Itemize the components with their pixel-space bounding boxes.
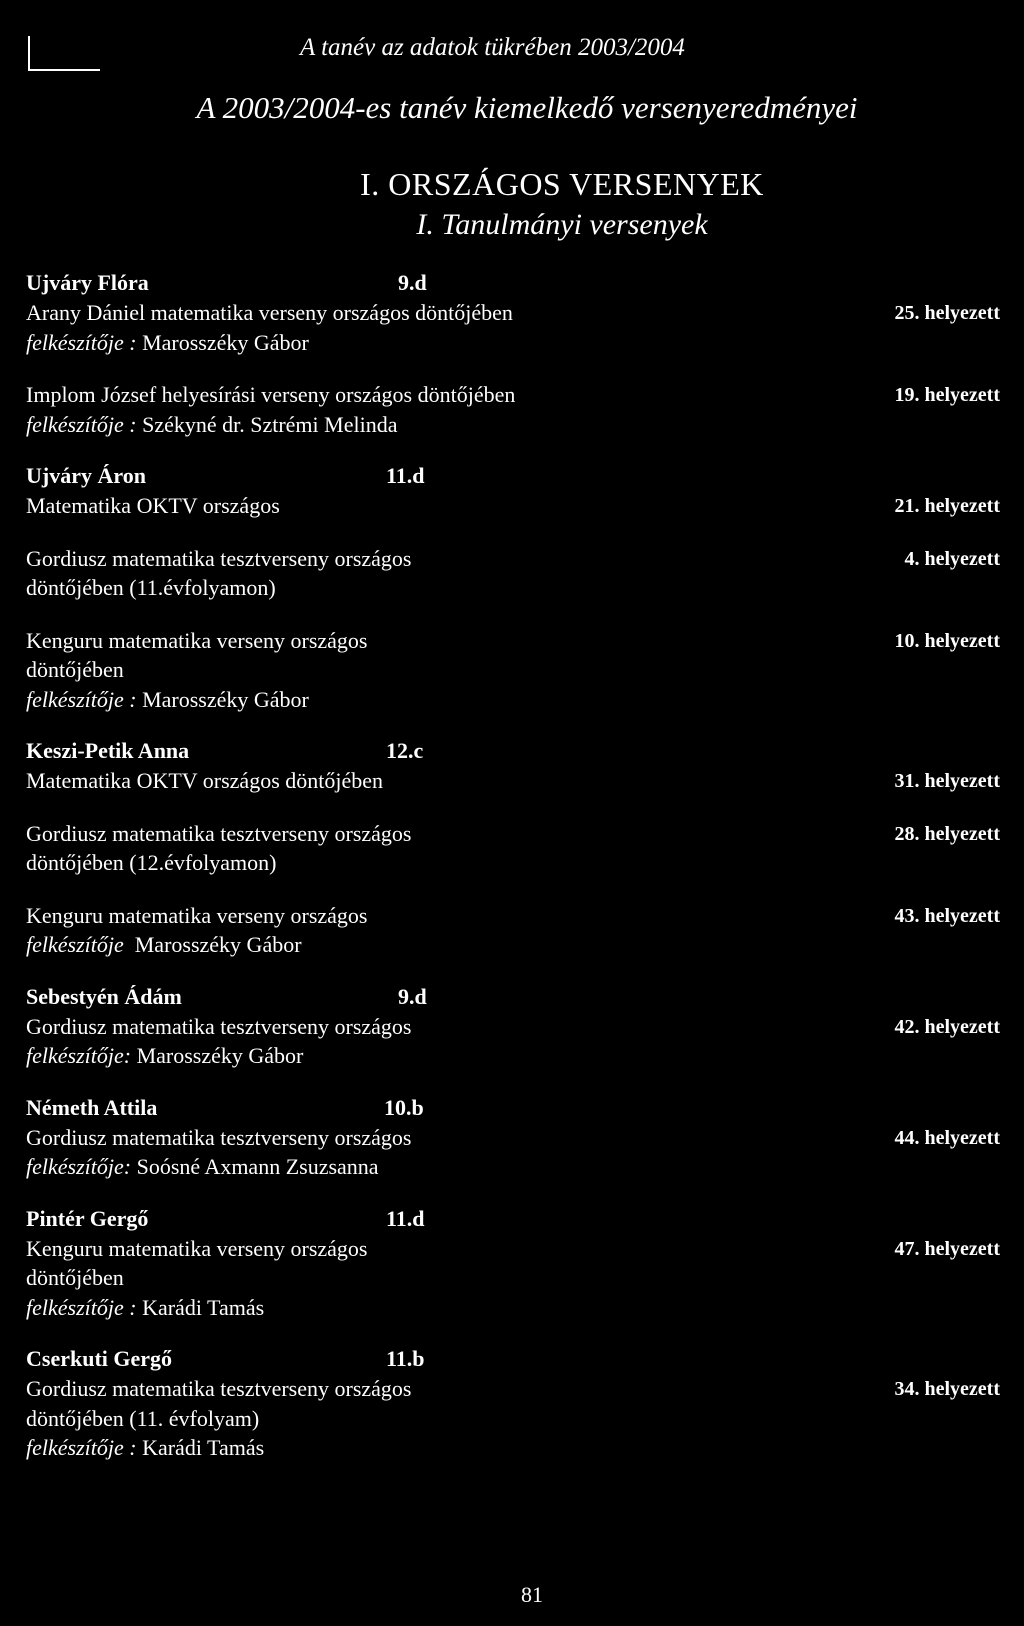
competition-result xyxy=(26,1234,1000,1323)
placement: 21. helyezett xyxy=(894,495,1000,517)
placement: 43. helyezett xyxy=(894,904,1000,927)
placement: 10. helyezett xyxy=(894,629,1000,652)
student-name: Németh Attila xyxy=(26,1094,158,1120)
student-class: 11.d xyxy=(386,1205,425,1231)
competition-text: Kenguru matematika verseny országos xyxy=(26,1235,368,1261)
competition-result xyxy=(26,901,1000,960)
preparer-line xyxy=(26,328,1000,358)
student-name: Ujváry Áron xyxy=(26,463,146,488)
preparer-name: Marosszéky Gábor xyxy=(136,686,309,712)
preparer-name: Marosszéky Gábor xyxy=(123,932,302,957)
preparer-line xyxy=(26,1152,1000,1182)
preparer-name: Marosszéky Gábor xyxy=(131,1043,304,1068)
competition-text: döntőjében (12.évfolyamon) xyxy=(26,850,277,875)
section-title: I. ORSZÁGOS VERSENYEK xyxy=(360,166,764,202)
results-list xyxy=(26,268,1000,1485)
student-class: 11.d xyxy=(386,463,425,488)
competition-result xyxy=(26,1012,1000,1071)
preparer-line xyxy=(26,1041,1000,1071)
preparer-label: felkészítője : xyxy=(26,411,137,437)
page-number: 81 xyxy=(521,1582,543,1607)
preparer-label: felkészítője : xyxy=(26,1435,137,1460)
student-header xyxy=(26,1093,1000,1123)
placement: 47. helyezett xyxy=(894,1237,1000,1260)
competition-text: Gordiusz matematika tesztverseny országos xyxy=(26,1124,412,1150)
placement: 42. helyezett xyxy=(894,1015,1000,1038)
preparer-line xyxy=(26,410,1000,440)
student-class: 10.b xyxy=(384,1094,424,1120)
preparer-label: felkészítője: xyxy=(26,1043,132,1068)
competition-text: Gordiusz matematika tesztverseny országos xyxy=(26,1013,412,1039)
student-entry xyxy=(26,461,1000,714)
page-title: A 2003/2004-es tanév kiemelkedő versenyeredményei xyxy=(196,90,858,125)
competition-result xyxy=(26,544,1000,603)
student-header xyxy=(26,1344,1000,1374)
competition-text: döntőjében xyxy=(26,1265,124,1290)
competition-text: döntőjében xyxy=(26,657,124,682)
competition-text: Gordiusz matematika tesztverseny országos xyxy=(26,820,412,846)
student-name: Sebestyén Ádám xyxy=(26,983,182,1009)
competition-result xyxy=(26,1123,1000,1182)
student-class: 9.d xyxy=(398,983,427,1009)
competition-text: Kenguru matematika verseny országos xyxy=(26,902,368,928)
competition-result xyxy=(26,491,1000,521)
student-entry xyxy=(26,1344,1000,1463)
student-name: Pintér Gergő xyxy=(26,1205,149,1231)
subsection-title: I. Tanulmányi versenyek xyxy=(416,208,708,241)
student-class: 11.b xyxy=(386,1346,425,1371)
preparer-label: felkészítője xyxy=(26,932,124,957)
preparer-label: felkészítője : xyxy=(26,686,137,712)
preparer-line xyxy=(26,1433,1000,1463)
student-header xyxy=(26,982,1000,1012)
competition-text: Implom József helyesírási verseny országos döntőjében xyxy=(26,382,516,407)
student-entry xyxy=(26,1204,1000,1323)
preparer-line xyxy=(26,930,1000,960)
student-class: 9.d xyxy=(398,270,427,295)
student-entry xyxy=(26,1093,1000,1182)
placement: 28. helyezett xyxy=(894,822,1000,845)
preparer-label: felkészítője : xyxy=(26,1294,137,1320)
placement: 25. helyezett xyxy=(894,302,1000,324)
preparer-name: Karádi Tamás xyxy=(136,1435,265,1460)
placement: 19. helyezett xyxy=(894,384,1000,406)
competition-text: döntőjében (11. évfolyam) xyxy=(26,1405,260,1431)
competition-result xyxy=(26,298,1000,357)
corner-crop-mark xyxy=(28,36,100,70)
competition-text: Gordiusz matematika tesztverseny országos xyxy=(26,545,412,571)
student-name: Keszi-Petik Anna xyxy=(26,738,190,763)
student-header xyxy=(26,1204,1000,1234)
running-head: A tanév az adatok tükrében 2003/2004 xyxy=(300,34,685,61)
competition-text: Matematika OKTV országos xyxy=(26,493,280,518)
preparer-name: Marosszéky Gábor xyxy=(136,329,309,355)
competition-result xyxy=(26,819,1000,878)
preparer-line xyxy=(26,1293,1000,1323)
competition-result xyxy=(26,1374,1000,1463)
placement: 4. helyezett xyxy=(904,547,1000,570)
competition-text: döntőjében (11.évfolyamon) xyxy=(26,575,276,600)
competition-result xyxy=(26,766,1000,796)
placement: 31. helyezett xyxy=(894,770,1000,792)
competition-text: Matematika OKTV országos döntőjében xyxy=(26,768,384,793)
student-entry xyxy=(26,982,1000,1071)
preparer-label: felkészítője: xyxy=(26,1154,132,1179)
preparer-label: felkészítője : xyxy=(26,329,137,355)
student-entry xyxy=(26,268,1000,439)
student-name: Cserkuti Gergő xyxy=(26,1346,173,1371)
competition-result xyxy=(26,380,1000,439)
student-name: Ujváry Flóra xyxy=(26,270,149,295)
student-header xyxy=(26,461,1000,491)
competition-text: Gordiusz matematika tesztverseny országos xyxy=(26,1376,412,1401)
student-header xyxy=(26,268,1000,298)
preparer-name: Székyné dr. Sztrémi Melinda xyxy=(136,411,398,437)
preparer-line xyxy=(26,685,1000,715)
student-header xyxy=(26,736,1000,766)
preparer-name: Karádi Tamás xyxy=(136,1294,265,1320)
placement: 34. helyezett xyxy=(894,1378,1000,1400)
competition-result xyxy=(26,626,1000,715)
student-class: 12.c xyxy=(386,738,424,763)
placement: 44. helyezett xyxy=(894,1126,1000,1149)
competition-text: Arany Dániel matematika verseny országos döntőjében xyxy=(26,300,513,325)
student-entry xyxy=(26,736,1000,960)
preparer-name: Soósné Axmann Zsuzsanna xyxy=(131,1154,379,1179)
competition-text: Kenguru matematika verseny országos xyxy=(26,627,368,653)
